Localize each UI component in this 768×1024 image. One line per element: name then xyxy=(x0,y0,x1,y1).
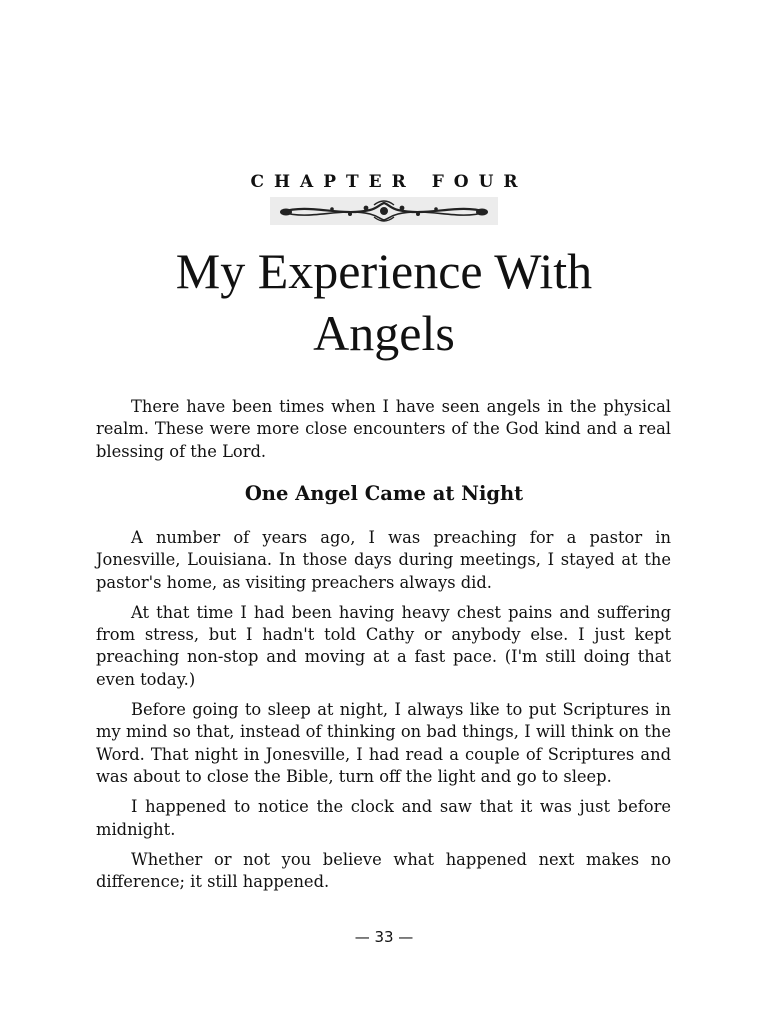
body-paragraph: I happened to notice the clock and saw that it was just before midnight. xyxy=(96,797,671,839)
body-paragraph: At that time I had been having heavy chest pains and suffering from stress, but I hadn't told Cathy or anybody else. I just kept preaching non-stop and moving at a fast pace. (I'm still doing that even today.) xyxy=(96,602,671,689)
chapter-label: CHAPTER FOUR xyxy=(250,172,528,192)
section-body xyxy=(96,527,671,901)
body-paragraph: A number of years ago, I was preaching for a pastor in Jonesville, Louisiana. In those days during meetings, I stayed at the pastor's home, as visiting preachers always did. xyxy=(96,528,671,592)
body-paragraph: Before going to sleep at night, I always like to put Scriptures in my mind so that, instead of thinking on bad things, I will think on the Word. That night in Jonesville, I had read a couple of Scriptures and was about to close the Bible, turn off the light and go to sleep. xyxy=(96,700,671,786)
body-paragraph: Whether or not you believe what happened next makes no difference; it still happened. xyxy=(96,849,671,892)
chapter-title-line2: Angels xyxy=(313,305,455,361)
chapter-title-line1: My Experience With xyxy=(175,243,593,299)
section-heading: One Angel Came at Night xyxy=(244,482,524,505)
intro-paragraph: There have been times when I have seen angels in the physical realm. These were more close encounters of the God kind and a real blessing of the Lord. xyxy=(96,397,671,461)
ornament-divider-icon xyxy=(270,197,498,225)
chapter-title xyxy=(60,240,708,364)
page-number: — 33 — xyxy=(354,928,414,946)
intro-block xyxy=(96,396,671,471)
